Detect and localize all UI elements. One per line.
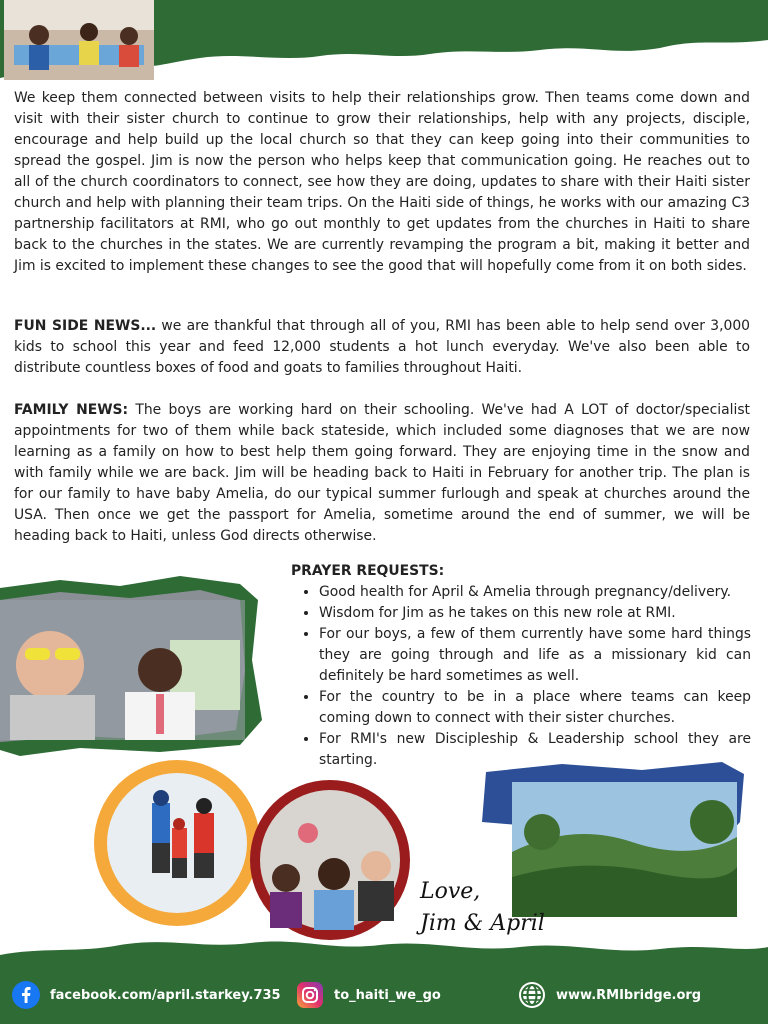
prayer-item: • For our boys, a few of them currently have some hard things they are going through and life as a missionary kid can definitely be hard sometimes as well.: [319, 624, 751, 687]
fun-side-news-paragraph: [14, 316, 750, 379]
top-left-photo: [4, 0, 154, 80]
prayer-requests-list: [291, 582, 751, 771]
intro-paragraph: We keep them connected between visits to help their relationships grow. Then teams come down and visit with their sister church to continue to grow their relationships, help with any projects, disciple, encourage and help build up the local church so that they can keep going into their communities to spread the gospel. Jim is now the person who helps keep that communication going. He reaches out to all of the church coordinators to connect, see how they are doing, updates to share with their Haiti sister church and help with planning their team trips. On the Haiti side of things, he works with our amazing C3 partnership facilitators at RMI, who go out monthly to get updates from the churches in Haiti to share back to the churches in the states. We are currently revamping the program a bit, making it better and Jim is excited to implement these changes to see the good that will hopefully come from it on both sides.: [14, 90, 750, 274]
footer-facebook[interactable]: [12, 980, 281, 1010]
signoff-names: Jim & April: [420, 911, 545, 936]
footer-instagram[interactable]: [296, 980, 441, 1010]
instagram-handle[interactable]: to_haiti_we_go: [334, 987, 441, 1003]
family-news-heading: FAMILY NEWS:: [14, 402, 129, 418]
instagram-icon: [296, 981, 324, 1009]
prayer-requests-section: [291, 561, 751, 771]
snow-kids-photo: [92, 758, 262, 928]
car-selfie-photo: [0, 570, 262, 760]
signoff-love: Love,: [420, 879, 481, 904]
family-news-paragraph: [14, 400, 750, 547]
footer-website[interactable]: [518, 980, 701, 1010]
website-link[interactable]: www.RMIbridge.org: [556, 987, 702, 1003]
family-news-text: The boys are working hard on their schooling. We've had A LOT of doctor/specialist appointments for two of them while back stateside, which included some diagnoses that we are now learning as a family on how to best help them going forward. They are enjoying time in the snow and with family while we are back. Jim will be heading back to Haiti in February for another trip. The plan is for our family to have baby Amelia, do our typical summer furlough and speak at churches around the USA. Then once we get the passport for Amelia, sometime around the end of summer, we will be heading back to Haiti, unless God directs otherwise.: [14, 402, 751, 544]
church-men-photo: [248, 778, 413, 943]
facebook-icon: [12, 981, 40, 1009]
signoff: [420, 876, 545, 940]
prayer-item: • For RMI's new Discipleship & Leadership school they are starting.: [319, 729, 751, 771]
prayer-item: • For the country to be in a place where teams can keep coming down to connect with their sister churches.: [319, 687, 751, 729]
prayer-requests-title: PRAYER REQUESTS:: [291, 563, 445, 579]
fun-side-news-text: we are thankful that through all of you, RMI has been able to help send over 3,000 kids to school this year and feed 12,000 students a hot lunch everyday. We've also been able to distribute countless boxes of food and goats to families throughout Haiti.: [14, 318, 751, 376]
prayer-item: • Good health for April & Amelia through pregnancy/delivery.: [319, 582, 751, 603]
prayer-item: • Wisdom for Jim as he takes on this new role at RMI.: [319, 603, 751, 624]
globe-icon: [518, 981, 546, 1009]
facebook-link[interactable]: facebook.com/april.starkey.735: [50, 987, 281, 1003]
fun-side-news-heading: FUN SIDE NEWS...: [14, 318, 157, 334]
